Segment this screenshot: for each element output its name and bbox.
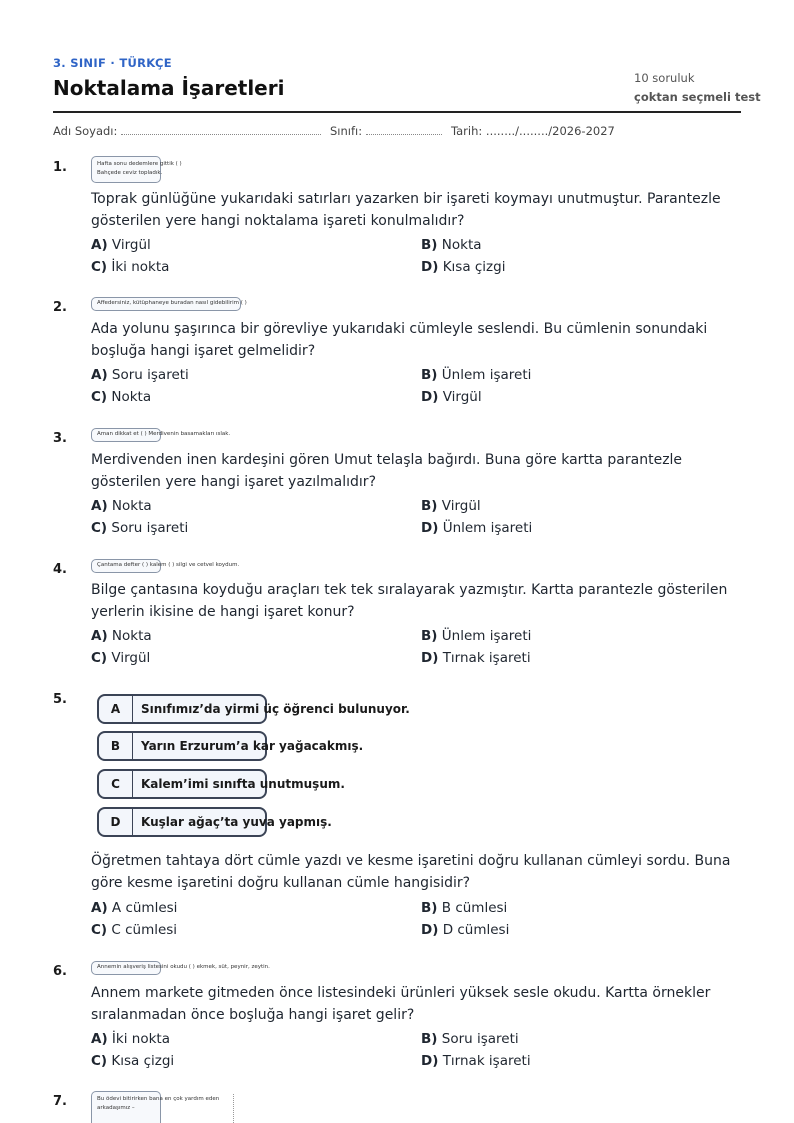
sentence-text: Kuşlar ağaç’ta yuva yapmış. <box>141 815 332 829</box>
card-line: Hafta sonu dedemlere gittik ( ) <box>97 161 182 167</box>
option-c[interactable]: C) C cümlesi <box>91 922 178 938</box>
grade-label: 3. SINIF · TÜRKÇE <box>53 56 172 70</box>
card-line: Aman dikkat et ( ) Merdivenin basamakları ıslak. <box>97 431 231 437</box>
class-label: Sınıfı: <box>330 124 363 138</box>
name-blank[interactable] <box>121 125 321 135</box>
option-b[interactable]: B) B cümlesi <box>421 900 508 916</box>
question-number: 5. <box>53 692 67 707</box>
option-a[interactable]: A) Nokta <box>91 628 152 644</box>
sentence-text: Sınıfımız’da yirmi üç öğrenci bulunuyor. <box>141 702 410 716</box>
sentence-letter: D <box>99 809 133 835</box>
dotted-divider <box>233 1094 234 1123</box>
sentence-letter: A <box>99 696 133 722</box>
card-line: Çantama defter ( ) kalem ( ) silgi ve cetvel koydum. <box>97 562 240 568</box>
question-number: 4. <box>53 562 67 577</box>
question-number: 3. <box>53 431 67 446</box>
name-field[interactable] <box>53 124 321 138</box>
option-b[interactable]: B) Virgül <box>421 498 481 514</box>
card-line: Annemin alışveriş listesini okudu ( ) ekmek, süt, peynir, zeytin. <box>97 964 270 970</box>
option-c[interactable]: C) Virgül <box>91 650 151 666</box>
sentence-text: Kalem’imi sınıfta unutmuşum. <box>141 777 345 791</box>
option-d[interactable]: D) Tırnak işareti <box>421 650 531 666</box>
option-c[interactable]: C) Soru işareti <box>91 520 189 536</box>
question-text: Ada yolunu şaşırınca bir görevliye yukarıdaki cümleyle seslendi. Bu cümlenin sonundaki boşluğa hangi işaret gelmelidir? <box>91 321 708 359</box>
date-label: Tarih: ......../......../2026-2027 <box>451 124 615 138</box>
option-d[interactable]: D) Virgül <box>421 389 482 405</box>
option-c[interactable]: C) Nokta <box>91 389 152 405</box>
card-line: Bahçede ceviz topladık. <box>97 170 163 176</box>
option-d[interactable]: D) Ünlem işareti <box>421 520 533 536</box>
option-a[interactable]: A) A cümlesi <box>91 900 178 916</box>
sentence-text: Yarın Erzurum’a kar yağacakmış. <box>141 739 364 753</box>
option-d[interactable]: D) D cümlesi <box>421 922 510 938</box>
question-number: 7. <box>53 1094 67 1109</box>
option-a[interactable]: A) Nokta <box>91 498 152 514</box>
sentence-letter: B <box>99 733 133 759</box>
question-text: Bilge çantasına koyduğu araçları tek tek sıralayarak yazmıştır. Kartta parantezle gösterilen yerlerin ikisine de hangi işaret konur? <box>91 582 728 620</box>
sentence-card <box>91 428 231 442</box>
card-line: Affedersiniz, kütüphaneye buradan nasıl gidebilirim ( ) <box>97 300 247 306</box>
question-text: Annem markete gitmeden önce listesindeki ürünleri yüksek sesle okudu. Kartta örnekler sıralanmadan önce boşluğa hangi işaret gelir? <box>91 985 711 1023</box>
sentence-letter: C <box>99 771 133 797</box>
option-b[interactable]: B) Ünlem işareti <box>421 367 532 383</box>
card-line: Bu ödevi bitirirken bana en çok yardım eden <box>97 1096 220 1102</box>
question-count: 10 soruluk <box>634 71 695 85</box>
question-number: 1. <box>53 160 67 175</box>
sentence-card <box>91 156 182 183</box>
class-blank[interactable] <box>366 125 442 135</box>
header-divider <box>53 111 741 113</box>
question-number: 2. <box>53 300 67 315</box>
option-b[interactable]: B) Soru işareti <box>421 1031 519 1047</box>
test-type: çoktan seçmeli test <box>634 90 761 104</box>
sentence-card <box>91 1091 220 1123</box>
question-number: 6. <box>53 964 67 979</box>
date-field <box>451 124 615 138</box>
name-label: Adı Soyadı: <box>53 124 118 138</box>
sentence-card <box>91 297 247 311</box>
question-text: Öğretmen tahtaya dört cümle yazdı ve kesme işaretini doğru kullanan cümleyi sordu. Buna göre kesme işaretini doğru kullanan cümle hangisidir? <box>91 853 731 891</box>
sentence-card <box>91 961 270 975</box>
sentence-card <box>91 559 240 573</box>
question-text: Toprak günlüğüne yukarıdaki satırları yazarken bir işareti koymayı unutmuştur. Parantezle gösterilen yere hangi noktalama işareti konulmalıdır? <box>91 191 721 229</box>
card-line: arkadaşımız – <box>97 1105 135 1111</box>
option-c[interactable]: C) Kısa çizgi <box>91 1053 175 1069</box>
option-a[interactable]: A) Soru işareti <box>91 367 189 383</box>
option-d[interactable]: D) Kısa çizgi <box>421 259 506 275</box>
option-a[interactable]: A) İki nokta <box>91 1031 170 1047</box>
option-b[interactable]: B) Ünlem işareti <box>421 628 532 644</box>
option-d[interactable]: D) Tırnak işareti <box>421 1053 531 1069</box>
question-text: Merdivenden inen kardeşini gören Umut telaşla bağırdı. Buna göre kartta parantezle gösterilen yere hangi işaret yazılmalıdır? <box>91 452 683 490</box>
option-a[interactable]: A) Virgül <box>91 237 151 253</box>
option-c[interactable]: C) İki nokta <box>91 259 170 275</box>
page-title: Noktalama İşaretleri <box>53 76 285 100</box>
class-field[interactable] <box>330 124 442 138</box>
option-b[interactable]: B) Nokta <box>421 237 482 253</box>
